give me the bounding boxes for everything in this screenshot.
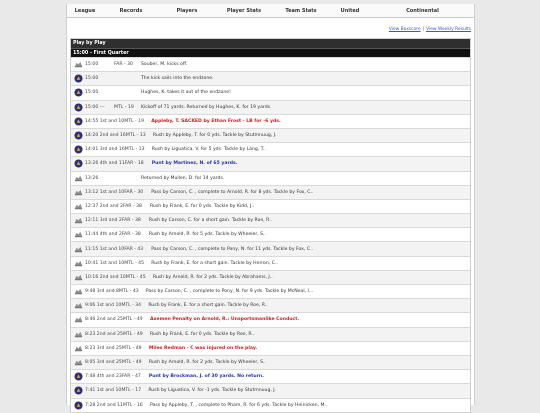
play-description: Rush by Arnold, R. for 5 yds. Tackle by Wheeler, S.. — [148, 232, 266, 238]
play-field-position: FAR - 47 — [121, 374, 141, 380]
play-by-play-table — [70, 38, 471, 413]
play-description: Rush by Liguatica, V. for -1 yds. Tackle by Stutmnuug, J. — [148, 388, 277, 394]
team-logo-icon-montreal — [71, 88, 85, 97]
team-logo-icon-far — [71, 344, 85, 353]
play-field-position: MTL - 43 — [118, 289, 139, 295]
play-row — [71, 327, 470, 341]
play-description: Rush by Frank, E. for 0 yds. Tackle by Roe, R.. — [149, 331, 255, 337]
play-description: Pass by Carson, C. , complete to Arnold, R. for 8 yds. Tackle by Fox, C.. — [151, 189, 314, 195]
play-description: Appleby, T. SACKED by Ethan Frost - LB for -6 yds. — [151, 118, 281, 124]
nav-players[interactable]: Players — [176, 7, 198, 14]
team-logo-icon-montreal — [71, 74, 85, 83]
play-row — [71, 284, 470, 298]
play-row — [71, 312, 470, 326]
play-row — [71, 142, 470, 156]
play-row — [71, 227, 470, 241]
play-time-down: 15:00 — [85, 62, 99, 68]
play-row — [71, 71, 470, 85]
play-description: Rush by Appleby, T. for 0 yds. Tackle by Stutmnuug, J. — [152, 133, 277, 139]
team-logo-icon-far — [71, 330, 85, 339]
page-container — [66, 4, 475, 408]
play-row — [71, 298, 470, 312]
team-logo-icon-far — [71, 60, 85, 69]
team-logo-icon-far — [71, 202, 85, 211]
nav-continental[interactable]: Continental — [406, 7, 439, 14]
play-field-position: FAR - 43 — [124, 246, 144, 252]
play-field-position: MTL - 49 — [122, 317, 143, 323]
team-logo-icon-far — [71, 273, 85, 282]
play-row — [71, 114, 470, 128]
play-field-position: FAR - 38 — [121, 218, 141, 224]
play-time-down: 13:12 1st and 10 — [85, 189, 125, 195]
play-row — [71, 199, 470, 213]
play-time-down: 12:11 3rd and 2 — [85, 218, 122, 224]
top-nav — [67, 4, 474, 18]
play-field-position: FAR - 38 — [122, 203, 142, 209]
play-description: Rush by Frank, E. for 0 yds. Tackle by Kidd, J.. — [149, 203, 255, 209]
play-time-down: 14:01 3rd and 16 — [85, 147, 125, 153]
play-field-position: MTL - 13 — [124, 147, 145, 153]
play-field-position: MTL - 49 — [121, 345, 142, 351]
play-row — [71, 156, 470, 170]
play-time-down: 15:00 --- — [85, 104, 105, 110]
play-row — [71, 57, 470, 71]
play-description: Pass by Appleby, T. , complete to Pham, R. for 6 yds. Tackle by Heinicken, M.. — [149, 402, 328, 408]
result-links — [67, 27, 474, 37]
play-field-position: MTL - 34 — [121, 303, 142, 309]
nav-player-stats[interactable]: Player Stats — [226, 7, 262, 14]
play-field-position: FAR - 30 — [124, 189, 144, 195]
play-row — [71, 341, 470, 355]
play-description: Axemen Penalty on Arnold, R.: Unsportsmanlike Conduct. — [149, 317, 300, 323]
team-logo-icon-far — [71, 245, 85, 254]
play-field-position: FAR - 18 — [124, 161, 144, 167]
team-logo-icon-montreal — [71, 131, 85, 140]
team-logo-icon-far — [71, 230, 85, 239]
play-description: The kick sails into the endzone. — [141, 76, 214, 82]
play-row — [71, 369, 470, 383]
play-row — [71, 213, 470, 227]
play-description: Punt by Brockman, J. of 30 yards. No return. — [148, 374, 264, 380]
play-field-position: MTL - 16 — [122, 402, 143, 408]
play-row — [71, 256, 470, 270]
nav-united[interactable]: United — [340, 7, 360, 14]
play-time-down: 7:48 4th and 23 — [85, 374, 122, 380]
play-time-down: 14:55 1st and 10 — [85, 118, 125, 124]
play-time-down: 7:28 2nd and 11 — [85, 402, 123, 408]
play-description: Miles Redman - C was injured on the play. — [148, 345, 258, 351]
play-row — [71, 355, 470, 369]
link-separator: | — [422, 27, 425, 32]
team-logo-icon-far — [71, 259, 85, 268]
team-logo-icon-far — [71, 301, 85, 310]
team-logo-icon-far — [71, 174, 85, 183]
play-time-down: 12:37 2nd and 2 — [85, 203, 123, 209]
play-field-position: MTL - 13 — [125, 133, 146, 139]
play-row — [71, 270, 470, 284]
play-field-position: MTL - 45 — [125, 274, 146, 280]
nav-league[interactable]: League — [74, 7, 96, 14]
play-time-down: 10:41 1st and 10 — [85, 260, 125, 266]
play-time-down: 9:06 1st and 10 — [85, 303, 122, 309]
view-weekly-results-link[interactable]: View Weekly Results — [426, 27, 471, 32]
team-logo-icon-far — [71, 315, 85, 324]
play-time-down: 8:23 3rd and 25 — [85, 345, 122, 351]
play-description: Rush by Arnold, R. for 2 yds. Tackle by Abrahams, J.. — [152, 274, 273, 280]
play-description: Souber, M. kicks off. — [141, 62, 188, 68]
play-field-position: MTL - 49 — [121, 360, 142, 366]
view-boxscore-link[interactable]: View Boxscore — [388, 27, 421, 32]
play-time-down: 13:26 — [85, 175, 99, 181]
play-row — [71, 128, 470, 142]
team-logo-icon-montreal — [71, 401, 85, 410]
play-time-down: 15:00 — [85, 90, 99, 96]
play-time-down: 8:23 2nd and 25 — [85, 331, 123, 337]
play-description: Rush by Liguatica, V. for 5 yds. Tackle by Lang, T.. — [151, 147, 266, 153]
play-description: Punt by Martinez, N. of 65 yards. — [151, 161, 238, 167]
play-field-position: MTL - 17 — [121, 388, 142, 394]
play-description: Rush by Arnold, R. for 2 yds. Tackle by Wheeler, S.. — [148, 360, 266, 366]
play-field-position: FAR - 30 — [114, 62, 133, 68]
play-description: Rush by Carson, C. for a short gain. Tackle by Roe, R.. — [148, 218, 273, 224]
team-logo-icon-montreal — [71, 103, 85, 112]
team-logo-icon-far — [71, 358, 85, 367]
play-field-position: MTL - 45 — [124, 260, 144, 266]
play-row — [71, 171, 470, 185]
team-logo-icon-montreal — [71, 117, 85, 126]
nav-records[interactable]: Records — [119, 7, 143, 14]
team-logo-icon-far — [71, 287, 85, 296]
play-row — [71, 185, 470, 199]
play-description: Pass by Carson, C. , complete to Pony, N. for 9 yds. Tackle by McNeal, I... — [145, 289, 314, 295]
team-logo-icon-montreal — [71, 372, 85, 381]
play-field-position: MTL - 19 — [114, 104, 134, 110]
play-time-down: 11:44 4th and 2 — [85, 232, 122, 238]
play-description: Rush by Frank, E. for a short gain. Tackle by Herron, C.. — [151, 260, 278, 266]
play-time-down: 8:05 3rd and 25 — [85, 360, 122, 366]
team-logo-icon-far — [71, 216, 85, 225]
play-row — [71, 241, 470, 255]
play-description: Returned by Mullen, D. for 14 yards. — [141, 175, 225, 181]
quarter-header: 15:00 - First Quarter — [71, 48, 470, 57]
play-description: Pass by Carson, C. , complete to Pony, N. for 11 yds. Tackle by Fox, C.. — [151, 246, 313, 252]
play-rows — [71, 57, 470, 412]
play-row — [71, 85, 470, 99]
team-logo-icon-montreal — [71, 386, 85, 395]
team-logo-icon-far — [71, 188, 85, 197]
play-time-down: 14:20 2nd and 16 — [85, 133, 126, 139]
play-field-position: MTL - 19 — [124, 118, 144, 124]
play-field-position: FAR - 38 — [121, 232, 141, 238]
play-row — [71, 398, 470, 412]
play-time-down: 15:00 — [85, 76, 99, 82]
play-time-down: 11:15 1st and 10 — [85, 246, 125, 252]
play-time-down: 8:46 2nd and 25 — [85, 317, 123, 323]
play-description: Hughes, K. takes it out of the endzone! — [141, 90, 231, 96]
play-time-down: 9:48 3rd and 8 — [85, 289, 119, 295]
nav-team-stats[interactable]: Team Stats — [285, 7, 317, 14]
play-row — [71, 100, 470, 114]
play-time-down: 10:16 2nd and 10 — [85, 274, 126, 280]
play-time-down: 7:41 1st and 10 — [85, 388, 122, 394]
play-description: Kickoff of 71 yards. Returned by Hughes, K. for 19 yards. — [141, 104, 272, 110]
play-row — [71, 383, 470, 397]
play-by-play-header: Play by Play — [71, 39, 470, 48]
play-field-position: MTL - 49 — [122, 331, 143, 337]
team-logo-icon-montreal — [71, 145, 85, 154]
play-description: Rush by Frank, E. for a short gain. Tackle by Roe, R.. — [148, 303, 268, 309]
play-time-down: 13:26 4th and 11 — [85, 161, 125, 167]
team-logo-icon-montreal — [71, 159, 85, 168]
